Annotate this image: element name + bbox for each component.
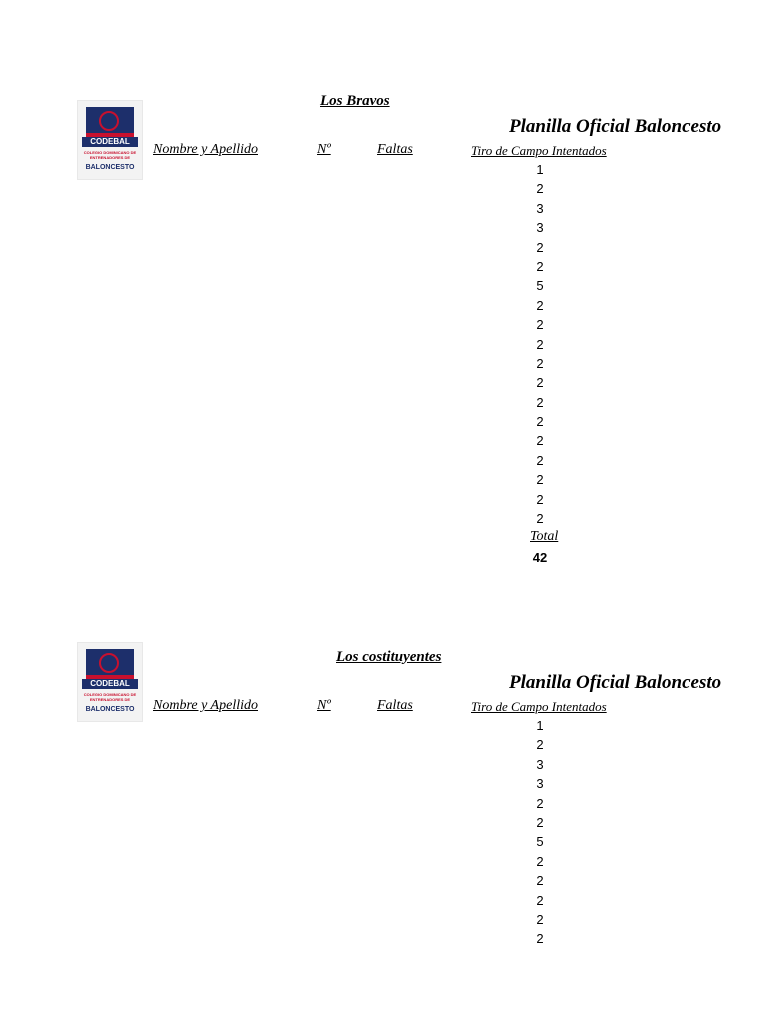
- fg-attempted-value: 2: [536, 911, 544, 927]
- header-number: Nº: [317, 142, 331, 157]
- logo-name: CODEBAL: [82, 137, 138, 147]
- logo-line-3: ENTRENADORES DE: [89, 155, 131, 160]
- fg-attempted-value: 2: [536, 375, 544, 391]
- fg-attempted-value: 3: [536, 220, 544, 236]
- header-name: Nombre y Apellido: [153, 142, 258, 157]
- fg-attempted-value: 2: [536, 452, 544, 468]
- fg-attempted-value: 2: [536, 355, 544, 371]
- fg-attempted-value: 2: [536, 297, 544, 313]
- fg-attempted-column: [520, 160, 560, 528]
- fg-attempted-value: 2: [536, 239, 544, 255]
- sheet-title: Planilla Oficial Baloncesto: [509, 116, 722, 137]
- codebal-logo: [77, 100, 143, 180]
- codebal-logo: [77, 642, 143, 722]
- fg-attempted-value: 2: [536, 317, 544, 333]
- fg-attempted-value: 2: [536, 394, 544, 410]
- fg-attempted-value: 2: [536, 853, 544, 869]
- basketball-crest-icon: [86, 107, 134, 137]
- fg-attempted-value: 2: [536, 258, 544, 274]
- fg-attempted-value: 2: [536, 181, 544, 197]
- fg-attempted-value: 2: [536, 433, 544, 449]
- logo-line-3: ENTRENADORES DE: [89, 697, 131, 702]
- fg-attempted-value: 2: [536, 892, 544, 908]
- fg-attempted-value: 2: [536, 414, 544, 430]
- fg-attempted-value: 2: [536, 814, 544, 830]
- basketball-crest-icon: [86, 649, 134, 679]
- fg-attempted-value: 2: [536, 491, 544, 507]
- header-fg-attempted: Tiro de Campo Intentados: [471, 143, 607, 158]
- fg-attempted-value: 2: [536, 795, 544, 811]
- fg-attempted-value: 1: [536, 718, 544, 733]
- header-name: Nombre y Apellido: [153, 698, 258, 713]
- fg-attempted-value: 2: [536, 931, 544, 947]
- header-fouls: Faltas: [377, 142, 413, 157]
- logo-name: CODEBAL: [82, 679, 138, 689]
- fg-attempted-value: 3: [536, 776, 544, 792]
- team-name: Los Bravos: [320, 93, 390, 109]
- fg-attempted-column: [520, 716, 560, 949]
- fg-attempted-value: 3: [536, 200, 544, 216]
- total-label: Total: [530, 529, 559, 544]
- logo-line-4: BALONCESTO: [85, 164, 135, 171]
- header-fouls: Faltas: [377, 698, 413, 713]
- logo-line-2: COLEGIO DOMINICANO DE: [83, 692, 137, 697]
- fg-attempted-value: 2: [536, 472, 544, 488]
- total-value: 42: [532, 550, 548, 565]
- header-number: Nº: [317, 698, 331, 713]
- header-fg-attempted: Tiro de Campo Intentados: [471, 699, 607, 714]
- sheet-title-clip: [509, 672, 722, 694]
- fg-attempted-value: 2: [536, 336, 544, 352]
- fg-attempted-value: 2: [536, 873, 544, 889]
- fg-attempted-value: 5: [536, 278, 544, 294]
- team-name: Los costituyentes: [336, 649, 442, 665]
- logo-line-4: BALONCESTO: [85, 706, 135, 713]
- fg-attempted-value: 3: [536, 756, 544, 772]
- fg-attempted-value: 5: [536, 834, 544, 850]
- fg-attempted-value: 2: [536, 737, 544, 753]
- fg-attempted-value: 1: [536, 162, 544, 177]
- sheet-title: Planilla Oficial Baloncesto: [509, 672, 722, 693]
- sheet-title-clip: [509, 116, 722, 138]
- logo-line-2: COLEGIO DOMINICANO DE: [83, 150, 137, 155]
- fg-attempted-value: 2: [536, 511, 544, 527]
